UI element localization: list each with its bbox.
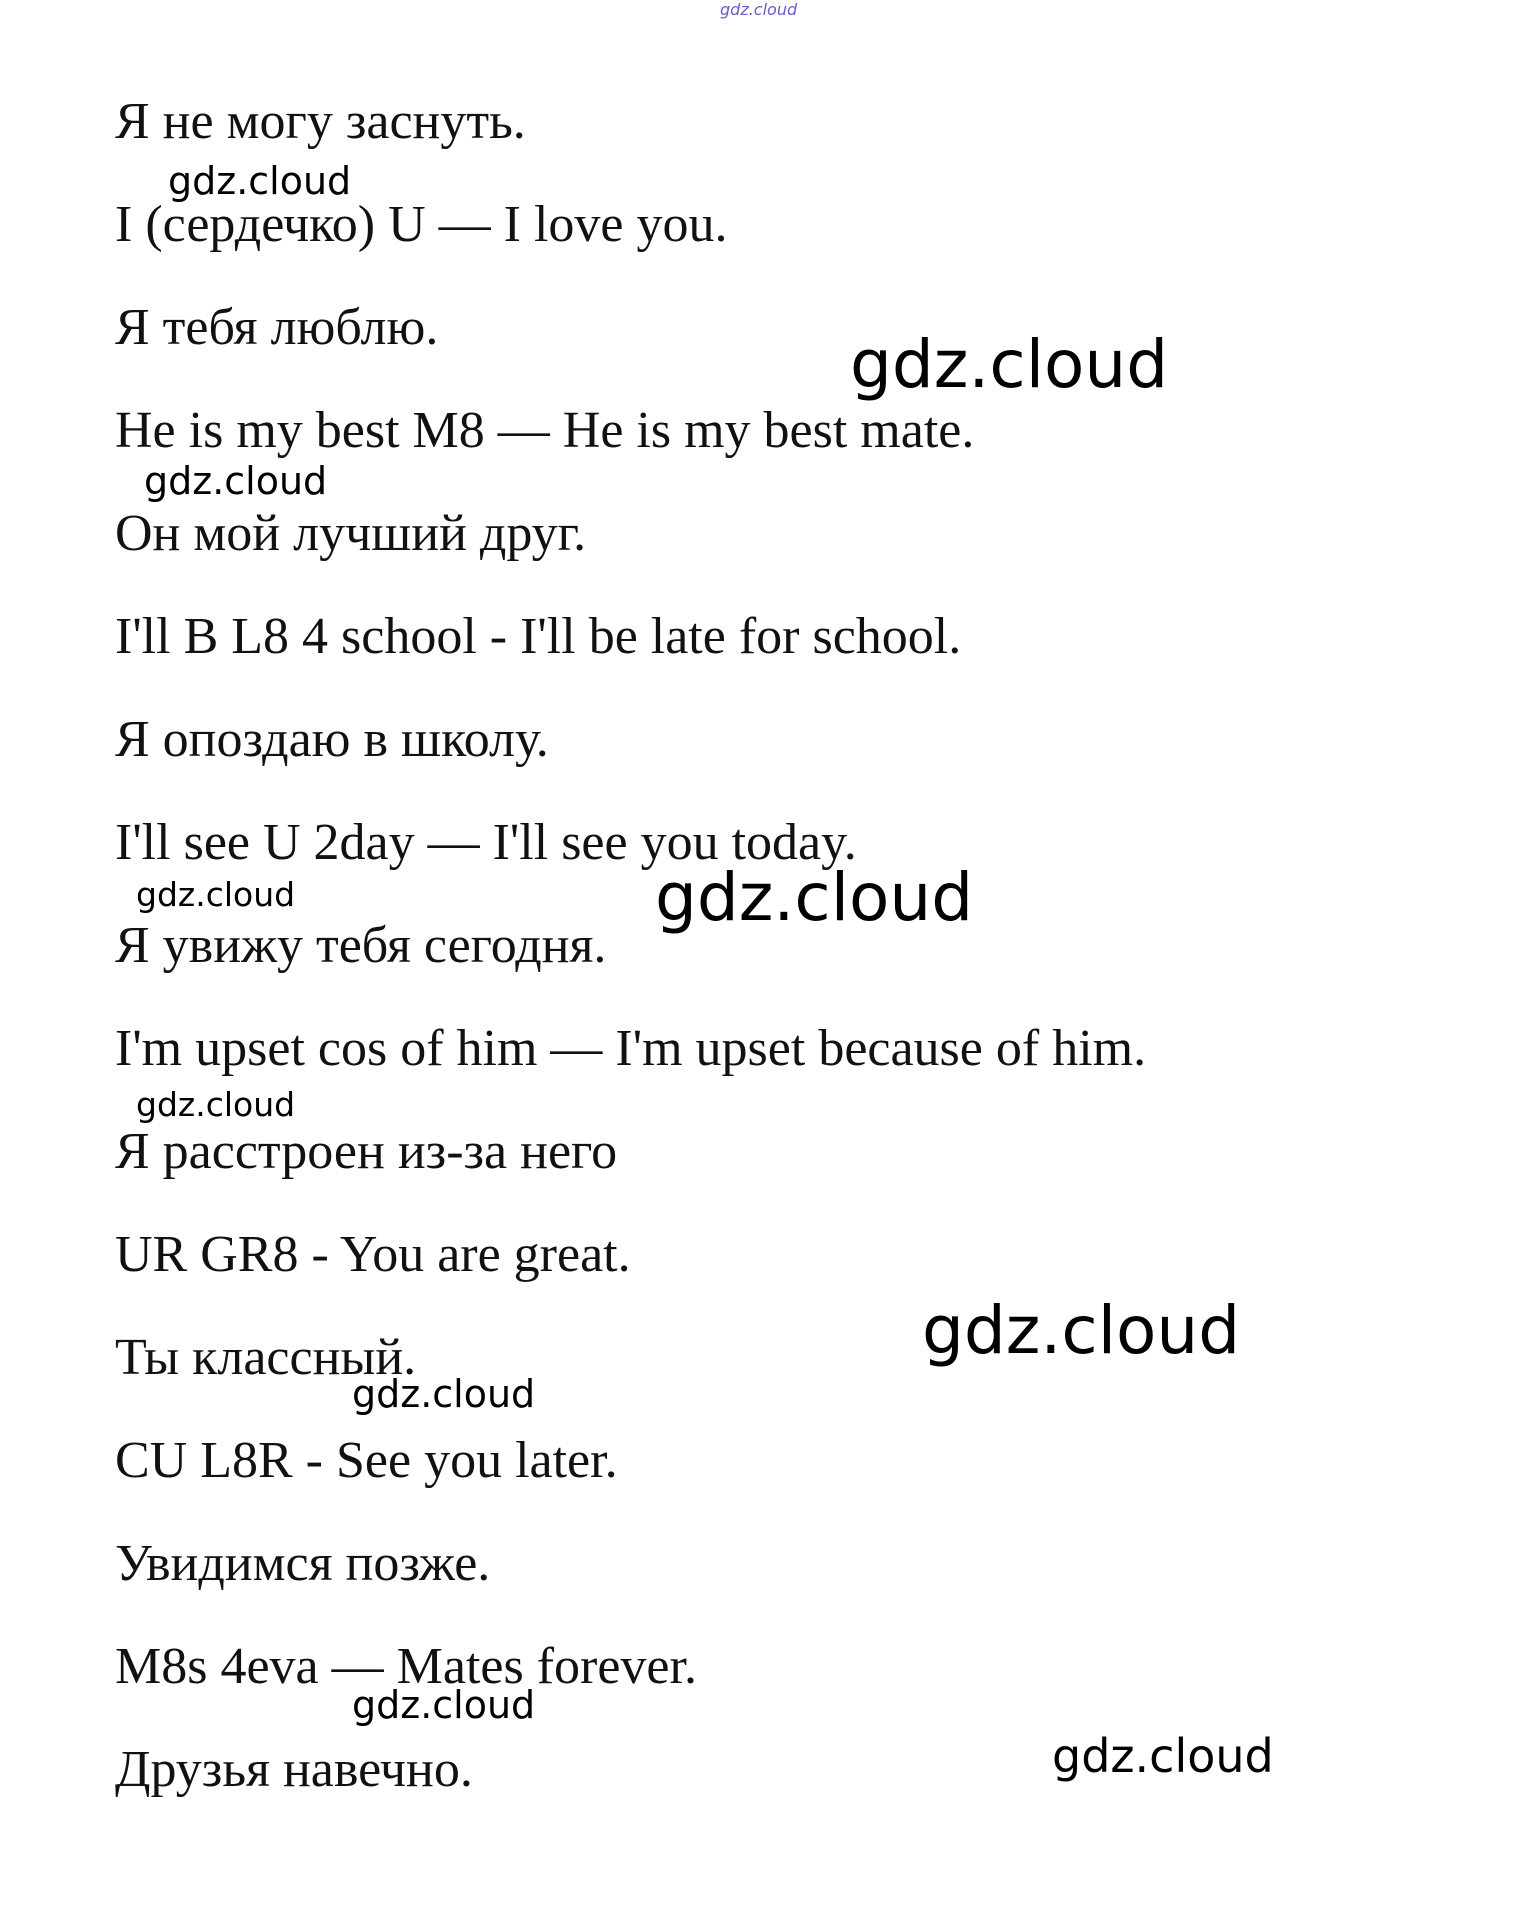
- watermark: gdz.cloud: [922, 1292, 1241, 1369]
- text-line: Я тебя люблю.: [115, 299, 439, 356]
- text-line: CU L8R - See you later.: [115, 1432, 618, 1489]
- text-line: Я увижу тебя сегодня.: [115, 917, 607, 974]
- text-line: Увидимся позже.: [115, 1535, 491, 1592]
- watermark: gdz.cloud: [352, 1372, 536, 1416]
- text-line: Я расстроен из-за него: [115, 1123, 618, 1180]
- text-line: Я не могу заснуть.: [115, 93, 526, 150]
- watermark: gdz.cloud: [850, 326, 1169, 403]
- watermark: gdz.cloud: [144, 459, 328, 503]
- text-line: Друзья навечно.: [115, 1741, 473, 1798]
- top-watermark: gdz.cloud: [720, 0, 798, 19]
- text-line: I'll see U 2day — I'll see you today.: [115, 814, 857, 871]
- text-line: Он мой лучший друг.: [115, 505, 587, 562]
- watermark: gdz.cloud: [1052, 1729, 1274, 1783]
- text-line: I'll B L8 4 school - I'll be late for school.: [115, 608, 962, 665]
- text-line: Я опоздаю в школу.: [115, 711, 549, 768]
- watermark: gdz.cloud: [352, 1683, 536, 1727]
- text-line: Ты классный.: [115, 1329, 417, 1386]
- watermark: gdz.cloud: [136, 875, 296, 914]
- text-line: M8s 4eva — Mates forever.: [115, 1638, 697, 1695]
- text-line: UR GR8 - You are great.: [115, 1226, 631, 1283]
- text-line: I (сердечко) U — I love you.: [115, 196, 728, 253]
- watermark: gdz.cloud: [655, 859, 974, 936]
- watermark: gdz.cloud: [136, 1085, 296, 1124]
- text-line: I'm upset cos of him — I'm upset because of him.: [115, 1020, 1147, 1077]
- watermark: gdz.cloud: [168, 159, 352, 203]
- text-line: He is my best M8 — He is my best mate.: [115, 402, 975, 459]
